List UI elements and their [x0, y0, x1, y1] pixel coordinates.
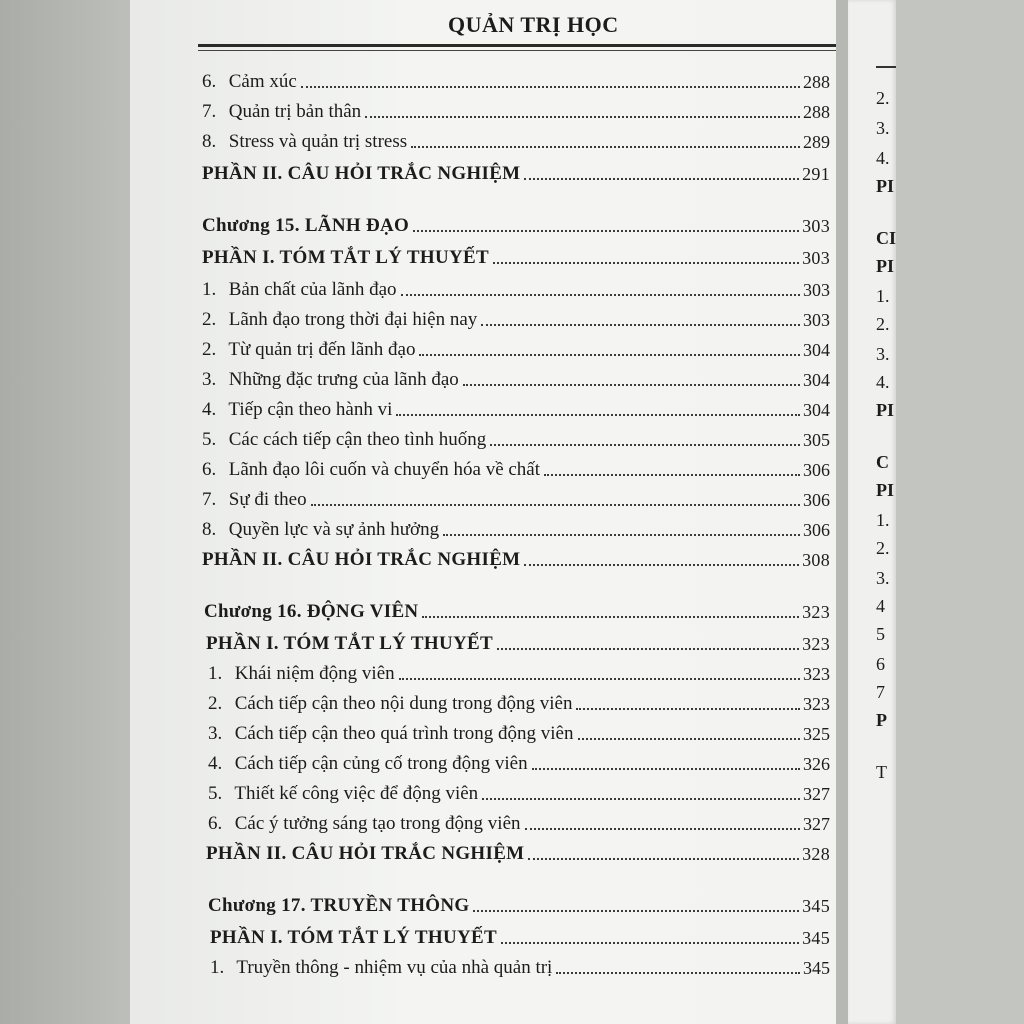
toc-leader-dots	[411, 146, 800, 148]
toc-leader-dots	[576, 708, 800, 710]
adjacent-page-rule	[876, 66, 896, 68]
toc-entry-text: Lãnh đạo lôi cuốn và chuyển hóa về chất	[228, 459, 541, 480]
adjacent-page-fragment: 5	[876, 624, 885, 644]
adjacent-page-fragment: 7	[876, 682, 885, 702]
toc-entry-text: Những đặc trưng của lãnh đạo	[228, 369, 459, 390]
toc-entry-number: 2.	[208, 693, 223, 714]
toc-entry-number: 6.	[208, 813, 223, 834]
toc-entry-number: 6.	[202, 71, 217, 92]
toc-leader-dots	[497, 648, 799, 650]
toc-entry-label	[202, 548, 520, 572]
toc-entry-number: 2.	[202, 339, 217, 360]
toc-entry-number: 7.	[202, 489, 217, 510]
toc-entry-label	[202, 308, 477, 332]
toc-leader-dots	[399, 678, 800, 680]
toc-entry-text: Bản chất của lãnh đạo	[228, 279, 397, 300]
toc-page-number: 306	[803, 490, 830, 510]
toc-leader-dots	[422, 616, 799, 618]
adjacent-page-fragment: 2.	[876, 538, 890, 558]
adjacent-page-fragment: C	[876, 452, 889, 472]
toc-entry-label	[208, 662, 395, 686]
toc-entry-number: 7.	[202, 101, 217, 122]
toc-entry-label	[208, 812, 521, 836]
adjacent-page	[848, 0, 896, 1024]
adjacent-page-fragment: 1.	[876, 286, 890, 306]
toc-entry	[208, 776, 830, 806]
toc-page-number: 288	[803, 102, 830, 122]
toc-entry-text: Từ quản trị đến lãnh đạo	[228, 339, 416, 360]
toc-entry	[202, 208, 830, 238]
toc-page-number: 289	[803, 132, 830, 152]
toc-entry-text: PHẦN II. CÂU HỎI TRẮC NGHIỆM	[206, 843, 525, 864]
toc-entry-number: 5.	[208, 783, 223, 804]
adjacent-page-fragment: PI	[876, 480, 894, 500]
toc-entry	[202, 272, 830, 302]
toc-leader-dots	[311, 504, 800, 506]
toc-leader-dots	[544, 474, 800, 476]
toc-entry-number: 2.	[202, 309, 217, 330]
toc-entry	[210, 950, 830, 980]
toc-entry	[202, 240, 830, 270]
toc-entry-number: 4.	[208, 753, 223, 774]
toc-entry-label	[202, 100, 361, 124]
toc-entry	[210, 920, 830, 950]
header-rule-thin	[198, 50, 836, 51]
toc-page-number: 323	[803, 694, 830, 714]
adjacent-page-fragment: 3.	[876, 568, 890, 588]
toc-entry-label	[202, 458, 540, 482]
toc-entry	[202, 392, 830, 422]
toc-entry-text: Cách tiếp cận củng cố trong động viên	[234, 753, 528, 774]
toc-leader-dots	[443, 534, 800, 536]
toc-entry-text: Khái niệm động viên	[234, 663, 395, 684]
toc-entry-text: Cách tiếp cận theo quá trình trong động viên	[234, 723, 574, 744]
toc-entry	[202, 362, 830, 392]
toc-leader-dots	[396, 414, 800, 416]
adjacent-page-fragment: 4.	[876, 148, 890, 168]
toc-leader-dots	[525, 828, 800, 830]
toc-entry-label	[202, 368, 459, 392]
toc-page-number: 328	[802, 844, 830, 864]
toc-entry-number: 3.	[208, 723, 223, 744]
toc-entry-text: Quyền lực và sự ảnh hưởng	[228, 519, 440, 540]
toc-entry-number: 1.	[208, 663, 223, 684]
toc-leader-dots	[401, 294, 800, 296]
adjacent-page-fragment: 4.	[876, 372, 890, 392]
toc-entry	[202, 482, 830, 512]
toc-entry-label	[208, 894, 469, 918]
toc-page-number: 304	[803, 340, 830, 360]
toc-entry-text: Sự đi theo	[228, 489, 307, 510]
toc-entry-label	[206, 632, 493, 656]
toc-entry-label	[202, 518, 439, 542]
toc-entry-text: PHẦN II. CÂU HỎI TRẮC NGHIỆM	[202, 549, 521, 570]
toc-entry	[208, 656, 830, 686]
toc-leader-dots	[528, 858, 799, 860]
toc-page-number: 325	[803, 724, 830, 744]
toc-entry-label	[210, 926, 497, 950]
adjacent-page-fragment: 1.	[876, 510, 890, 530]
toc-entry	[208, 746, 830, 776]
page-title: QUẢN TRỊ HỌC	[448, 12, 619, 37]
toc-leader-dots	[482, 798, 800, 800]
toc-entry	[206, 836, 830, 866]
toc-leader-dots	[532, 768, 800, 770]
toc-entry-label	[208, 692, 572, 716]
toc-entry	[202, 512, 830, 542]
toc-page-number: 305	[803, 430, 830, 450]
toc-entry-label	[202, 398, 392, 422]
adjacent-page-fragment: CI	[876, 228, 896, 248]
toc-entry-label	[210, 956, 552, 980]
toc-page-number: 327	[803, 814, 830, 834]
toc-page-number: 304	[803, 370, 830, 390]
toc-entry-text: Stress và quản trị stress	[228, 131, 408, 152]
toc-leader-dots	[493, 262, 799, 264]
toc-page-number: 345	[803, 958, 830, 978]
toc-page-number: 327	[803, 784, 830, 804]
toc-entry-label	[208, 782, 478, 806]
toc-entry-label	[202, 338, 415, 362]
toc-entry	[202, 64, 830, 94]
toc-entry-number: 8.	[202, 519, 217, 540]
toc-page-number: 303	[802, 248, 830, 268]
toc-entry-text: PHẦN I. TÓM TẮT LÝ THUYẾT	[206, 633, 493, 654]
adjacent-page-fragment: T	[876, 762, 887, 782]
adjacent-page-fragment: 3.	[876, 344, 890, 364]
adjacent-page-fragment: 4	[876, 596, 885, 616]
toc-page-number: 323	[803, 664, 830, 684]
toc-entry-label	[208, 722, 574, 746]
toc-entry-text: Tiếp cận theo hành vi	[228, 399, 393, 420]
toc-entry-label	[206, 842, 524, 866]
toc-entry-number: 5.	[202, 429, 217, 450]
toc-entry-label	[202, 246, 489, 270]
toc-entry-text: Chương 15. LÃNH ĐẠO	[202, 215, 410, 236]
toc-page-number: 345	[802, 896, 830, 916]
toc-entry	[202, 332, 830, 362]
header-rule	[198, 44, 836, 47]
background-right	[896, 0, 1024, 1024]
adjacent-page-fragment: PI	[876, 256, 894, 276]
toc-page-number: 323	[802, 634, 830, 654]
toc-entry	[208, 686, 830, 716]
toc-entry-number: 1.	[202, 279, 217, 300]
background-left	[0, 0, 130, 1024]
adjacent-page-fragment: PI	[876, 176, 894, 196]
toc-leader-dots	[301, 86, 800, 88]
toc-page-number: 304	[803, 400, 830, 420]
toc-entry	[202, 156, 830, 186]
toc-page-number: 306	[803, 520, 830, 540]
toc-leader-dots	[524, 178, 799, 180]
toc-entry	[208, 806, 830, 836]
toc-leader-dots	[419, 354, 800, 356]
toc-entry-label	[202, 70, 297, 94]
toc-entry	[202, 422, 830, 452]
toc-page-number: 303	[802, 216, 830, 236]
toc-entry	[206, 626, 830, 656]
toc-entry	[202, 94, 830, 124]
toc-leader-dots	[490, 444, 800, 446]
toc-entry-text: PHẦN I. TÓM TẮT LÝ THUYẾT	[210, 927, 497, 948]
toc-entry	[204, 594, 830, 624]
toc-entry-label	[204, 600, 418, 624]
toc-entry	[208, 716, 830, 746]
toc-page-number: 288	[803, 72, 830, 92]
toc-entry-text: PHẦN I. TÓM TẮT LÝ THUYẾT	[202, 247, 489, 268]
toc-entry	[202, 124, 830, 154]
toc-leader-dots	[365, 116, 800, 118]
toc-page-number: 303	[803, 280, 830, 300]
toc-entry	[202, 452, 830, 482]
toc-leader-dots	[473, 910, 799, 912]
toc-page-number: 323	[802, 602, 830, 622]
toc-entry-label	[202, 214, 409, 238]
toc-page-number: 303	[803, 310, 830, 330]
toc-entry-text: Thiết kế công việc để động viên	[234, 783, 479, 804]
adjacent-page-fragment: 2.	[876, 314, 890, 334]
toc-entry	[208, 888, 830, 918]
adjacent-page-fragment: 3.	[876, 118, 890, 138]
toc-entry-text: Truyền thông - nhiệm vụ của nhà quản trị	[236, 957, 553, 978]
toc-entry	[202, 302, 830, 332]
toc-entry-label	[202, 130, 407, 154]
toc-entry-text: Các cách tiếp cận theo tình huống	[228, 429, 487, 450]
toc-entry-label	[202, 162, 520, 186]
toc-entry-text: Các ý tưởng sáng tạo trong động viên	[234, 813, 521, 834]
toc-leader-dots	[524, 564, 799, 566]
adjacent-page-fragment: P	[876, 710, 887, 730]
toc-page-number: 291	[802, 164, 830, 184]
toc-entry-label	[202, 488, 307, 512]
toc-entry	[202, 542, 830, 572]
adjacent-page-fragment: 2.	[876, 88, 890, 108]
toc-entry-number: 3.	[202, 369, 217, 390]
toc-entry-number: 4.	[202, 399, 217, 420]
toc-entry-text: Chương 16. ĐỘNG VIÊN	[204, 601, 419, 622]
toc-entry-number: 1.	[210, 957, 225, 978]
toc-page-number: 345	[802, 928, 830, 948]
toc-entry-number: 8.	[202, 131, 217, 152]
book-page	[130, 0, 836, 1024]
toc-entry-text: Cảm xúc	[228, 71, 297, 92]
toc-leader-dots	[556, 972, 800, 974]
toc-leader-dots	[413, 230, 799, 232]
adjacent-page-fragment: PI	[876, 400, 894, 420]
toc-entry-label	[202, 278, 397, 302]
toc-entry-text: Chương 17. TRUYỀN THÔNG	[208, 895, 470, 916]
toc-entry-text: PHẦN II. CÂU HỎI TRẮC NGHIỆM	[202, 163, 521, 184]
toc-entry-text: Quản trị bản thân	[228, 101, 362, 122]
toc-leader-dots	[501, 942, 799, 944]
toc-entry-text: Lãnh đạo trong thời đại hiện nay	[228, 309, 478, 330]
toc-entry-label	[202, 428, 486, 452]
toc-entry-text: Cách tiếp cận theo nội dung trong động viên	[234, 693, 573, 714]
toc-entry-label	[208, 752, 528, 776]
toc-entry-number: 6.	[202, 459, 217, 480]
toc-page-number: 308	[802, 550, 830, 570]
toc-leader-dots	[578, 738, 801, 740]
toc-leader-dots	[481, 324, 800, 326]
toc-leader-dots	[463, 384, 800, 386]
toc-page-number: 306	[803, 460, 830, 480]
adjacent-page-fragment: 6	[876, 654, 885, 674]
toc-page-number: 326	[803, 754, 830, 774]
